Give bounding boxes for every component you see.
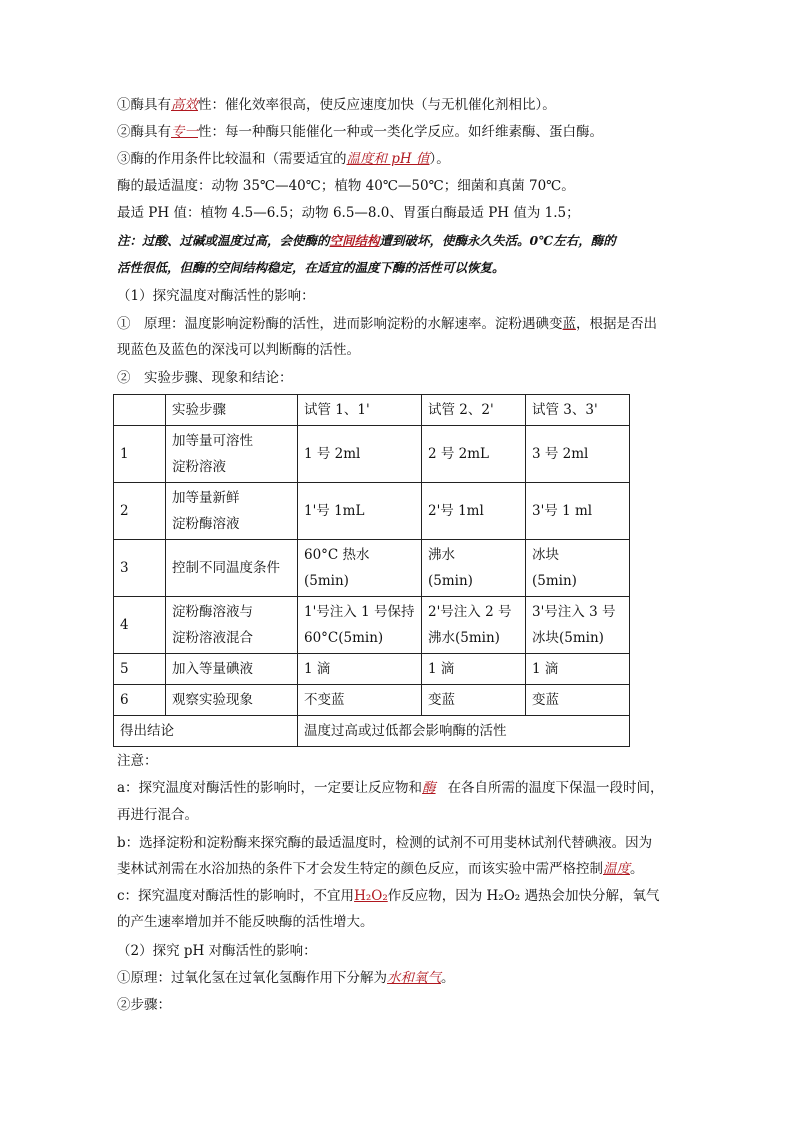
table-cell: 1 号 2ml (298, 426, 422, 483)
table-cell: 1 滴 (422, 654, 526, 685)
note-c-line-2: 的产生速率增加并不能反映酶的活性增大。 (117, 914, 374, 930)
table-cell: 1 滴 (526, 654, 630, 685)
table-cell: 淀粉酶溶液与 淀粉溶液混合 (166, 597, 298, 654)
section2-steps: ②步骤： (117, 997, 171, 1013)
section1-title: （1）探究温度对酶活性的影响： (117, 288, 315, 304)
conclusion-row (114, 716, 630, 747)
note-line-2: 活性很低，但酶的空间结构稳定，在适宜的温度下酶的活性可以恢复。 (117, 260, 505, 275)
text: 性：催化效率很高，使反应速度加快（与无机催化剂相比）。 (198, 97, 556, 113)
table-cell: 变蓝 (526, 685, 630, 716)
note-a-line-2: 再进行混合。 (117, 807, 198, 823)
table-cell: 加入等量碘液 (166, 654, 298, 685)
table-cell: 60°C 热水 (5min) (298, 540, 422, 597)
text: 斐林试剂需在水浴加热的条件下才会发生特定的颜色反应，而该实验中需严格控制 (117, 861, 603, 877)
table-cell: 6 (114, 685, 166, 716)
table-row (114, 483, 630, 540)
table-cell: 变蓝 (422, 685, 526, 716)
table-cell: 1'号 1mL (298, 483, 422, 540)
conclusion-text: 温度过高或过低都会影响酶的活性 (298, 716, 630, 747)
text: 作反应物，因为 H₂O₂ 遇热会加快分解，氧气 (387, 888, 660, 904)
note-line-1 (117, 232, 616, 250)
principle-line-1 (117, 315, 657, 333)
table-cell: 控制不同温度条件 (166, 540, 298, 597)
table-header-cell: 试管 1、1' (298, 395, 422, 426)
line-4: 酶的最适温度：动物 35℃—40℃；植物 40℃—50℃；细菌和真菌 70℃。 (117, 178, 575, 194)
section2-principle (117, 969, 455, 987)
text: a：探究温度对酶活性的影响时，一定要让反应物和 (117, 780, 423, 796)
answer-temp-ph: 温度和 pH 值 (346, 151, 430, 167)
table-cell: 沸水 (5min) (422, 540, 526, 597)
table-header-cell: 实验步骤 (166, 395, 298, 426)
text: c：探究温度对酶活性的影响时，不宜用 (117, 888, 355, 904)
line-1 (117, 96, 556, 114)
table-cell: 2'号 1ml (422, 483, 526, 540)
text: ②酶具有 (117, 124, 171, 140)
table-cell: 3 号 2ml (526, 426, 630, 483)
table-cell: 2 (114, 483, 166, 540)
text: 性：每一种酶只能催化一种或一类化学反应。如纤维素酶、蛋白酶。 (198, 124, 603, 140)
text: 。 (630, 861, 644, 877)
table-cell: 3'号 1 ml (526, 483, 630, 540)
note-b-line-1: b：选择淀粉和淀粉酶来探究酶的最适温度时，检测的试剂不可用斐林试剂代替碘液。因为 (117, 835, 653, 851)
steps-title: ② 实验步骤、现象和结论： (117, 370, 293, 386)
text: 注：过酸、过碱或温度过高，会使酶的 (117, 233, 330, 248)
table-cell: 2'号注入 2 号 沸水(5min) (422, 597, 526, 654)
line-3 (117, 150, 450, 168)
table-cell: 观察实验现象 (166, 685, 298, 716)
answer-enzyme: 酶 (422, 780, 436, 796)
section2-title: （2）探究 pH 对酶活性的影响： (117, 943, 317, 959)
answer-spatial-structure: 空间结构 (329, 233, 380, 248)
text: ）。 (429, 151, 450, 167)
line-2 (117, 123, 603, 141)
answer-water-oxygen: 水和氧气 (387, 970, 441, 986)
table-row (114, 654, 630, 685)
text: ① 原理：温度影响淀粉酶的活性，进而影响淀粉的水解速率。淀粉遇碘变 (117, 316, 563, 332)
table-header-cell: 试管 3、3' (526, 395, 630, 426)
table-header-cell (114, 395, 166, 426)
answer-high-efficiency: 高效 (171, 97, 198, 113)
principle-line-2: 现蓝色及蓝色的深浅可以判断酶的活性。 (117, 342, 360, 358)
answer-specificity: 专一 (171, 124, 198, 140)
table-header-row (114, 395, 630, 426)
note-c-line-1 (117, 887, 659, 905)
note-a-line-1 (117, 779, 664, 797)
table-cell: 加等量新鲜 淀粉酶溶液 (166, 483, 298, 540)
text: ③酶的作用条件比较温和（需要适宜的 (117, 151, 347, 167)
text: ，根据是否出 (576, 316, 657, 332)
table-row (114, 426, 630, 483)
table-cell: 2 号 2mL (422, 426, 526, 483)
table-row (114, 685, 630, 716)
text: ①酶具有 (117, 97, 171, 113)
table-header-cell: 试管 2、2' (422, 395, 526, 426)
answer-h2o2: H₂O₂ (354, 888, 388, 904)
table-cell: 4 (114, 597, 166, 654)
note-b-line-2 (117, 860, 644, 878)
table-row (114, 597, 630, 654)
table-cell: 1 (114, 426, 166, 483)
text: ①原理：过氧化氢在过氧化氢酶作用下分解为 (117, 970, 387, 986)
answer-blue: 蓝 (562, 316, 576, 332)
text: 遭到破坏，使酶永久失活。0℃左右，酶的 (379, 233, 616, 248)
table-cell: 冰块 (5min) (526, 540, 630, 597)
table-cell: 3 (114, 540, 166, 597)
table-row (114, 540, 630, 597)
text: 。 (441, 970, 455, 986)
conclusion-label: 得出结论 (114, 716, 298, 747)
table-cell: 3'号注入 3 号 冰块(5min) (526, 597, 630, 654)
table-cell: 1'号注入 1 号保持 60°C(5min) (298, 597, 422, 654)
experiment-table (113, 394, 630, 747)
answer-temperature: 温度 (603, 861, 630, 877)
notes-title: 注意： (117, 753, 158, 769)
table-cell: 加等量可溶性 淀粉溶液 (166, 426, 298, 483)
table-cell: 不变蓝 (298, 685, 422, 716)
text: 在各自所需的温度下保温一段时间， (447, 780, 664, 796)
table-cell: 1 滴 (298, 654, 422, 685)
line-5: 最适 PH 值：植物 4.5—6.5；动物 6.5—8.0、胃蛋白酶最适 PH 值为 1.5； (117, 205, 580, 221)
table-cell: 5 (114, 654, 166, 685)
